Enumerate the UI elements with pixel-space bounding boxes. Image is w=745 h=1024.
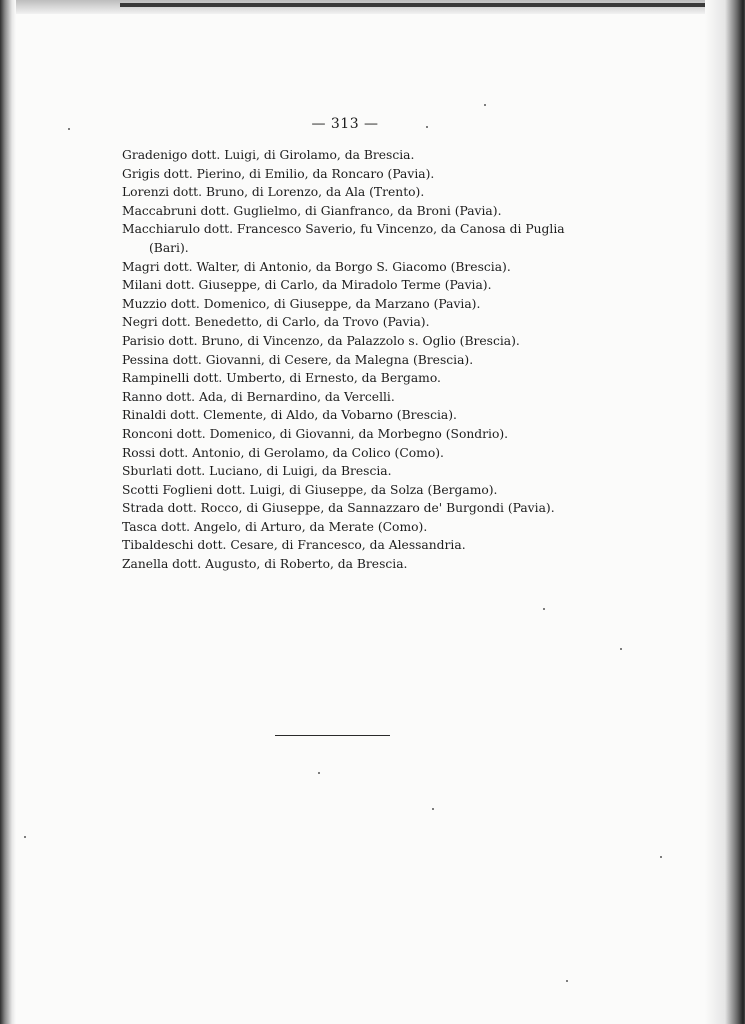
scan-right-edge — [705, 0, 745, 1024]
list-item: Rampinelli dott. Umberto, di Ernesto, da Bergamo. — [122, 371, 441, 386]
list-item: Ronconi dott. Domenico, di Giovanni, da Morbegno (Sondrio). — [122, 426, 509, 441]
list-item: Lorenzi dott. Bruno, di Lorenzo, da Ala (Trento). — [122, 185, 425, 200]
list-item: Tibaldeschi dott. Cesare, di Francesco, da Alessandria. — [122, 538, 466, 553]
scan-speck — [432, 808, 434, 810]
name-list — [122, 146, 572, 574]
list-item: Maccabruni dott. Guglielmo, di Gianfranco, da Broni (Pavia). — [122, 203, 502, 218]
page-number: — 313 — — [311, 116, 379, 132]
list-item: Muzzio dott. Domenico, di Giuseppe, da Marzano (Pavia). — [122, 296, 481, 311]
scan-speck — [484, 104, 486, 106]
scan-speck — [620, 648, 622, 650]
list-item: Rossi dott. Antonio, di Gerolamo, da Colico (Como). — [122, 445, 444, 460]
list-item: Rinaldi dott. Clemente, di Aldo, da Vobarno (Brescia). — [122, 408, 457, 423]
scan-speck — [566, 980, 568, 982]
list-item: Strada dott. Rocco, di Giuseppe, da Sannazzaro de' Burgondi (Pavia). — [122, 501, 555, 516]
scan-speck — [68, 128, 70, 130]
list-item: Grigis dott. Pierino, di Emilio, da Roncaro (Pavia). — [122, 166, 435, 181]
list-item: Parisio dott. Bruno, di Vincenzo, da Palazzolo s. Oglio (Brescia). — [122, 333, 520, 348]
scan-speck — [24, 836, 26, 838]
list-item: Scotti Foglieni dott. Luigi, di Giuseppe, da Solza (Bergamo). — [122, 482, 498, 497]
closing-rule — [275, 735, 390, 736]
list-item: Gradenigo dott. Luigi, di Girolamo, da Brescia. — [122, 148, 415, 162]
scan-speck — [426, 126, 428, 128]
list-item: Macchiarulo dott. Francesco Saverio, fu Vincenzo, da Canosa di Puglia (Bari). — [122, 222, 565, 255]
list-item: Sburlati dott. Luciano, di Luigi, da Brescia. — [122, 464, 392, 479]
list-item: Pessina dott. Giovanni, di Cesere, da Malegna (Brescia). — [122, 352, 474, 367]
list-item: Tasca dott. Angelo, di Arturo, da Merate (Como). — [122, 519, 428, 534]
scan-speck — [318, 772, 320, 774]
list-item: Ranno dott. Ada, di Bernardino, da Vercelli. — [122, 389, 395, 404]
list-item: Milani dott. Giuseppe, di Carlo, da Miradolo Terme (Pavia). — [122, 278, 492, 293]
list-item: Zanella dott. Augusto, di Roberto, da Brescia. — [122, 557, 408, 572]
scan-speck — [543, 608, 545, 610]
scan-left-edge — [0, 0, 16, 1024]
scan-top-border-line — [120, 3, 745, 7]
list-item: Negri dott. Benedetto, di Carlo, da Trovo (Pavia). — [122, 315, 430, 330]
list-item: Magri dott. Walter, di Antonio, da Borgo S. Giacomo (Brescia). — [122, 259, 511, 274]
scan-speck — [660, 856, 662, 858]
